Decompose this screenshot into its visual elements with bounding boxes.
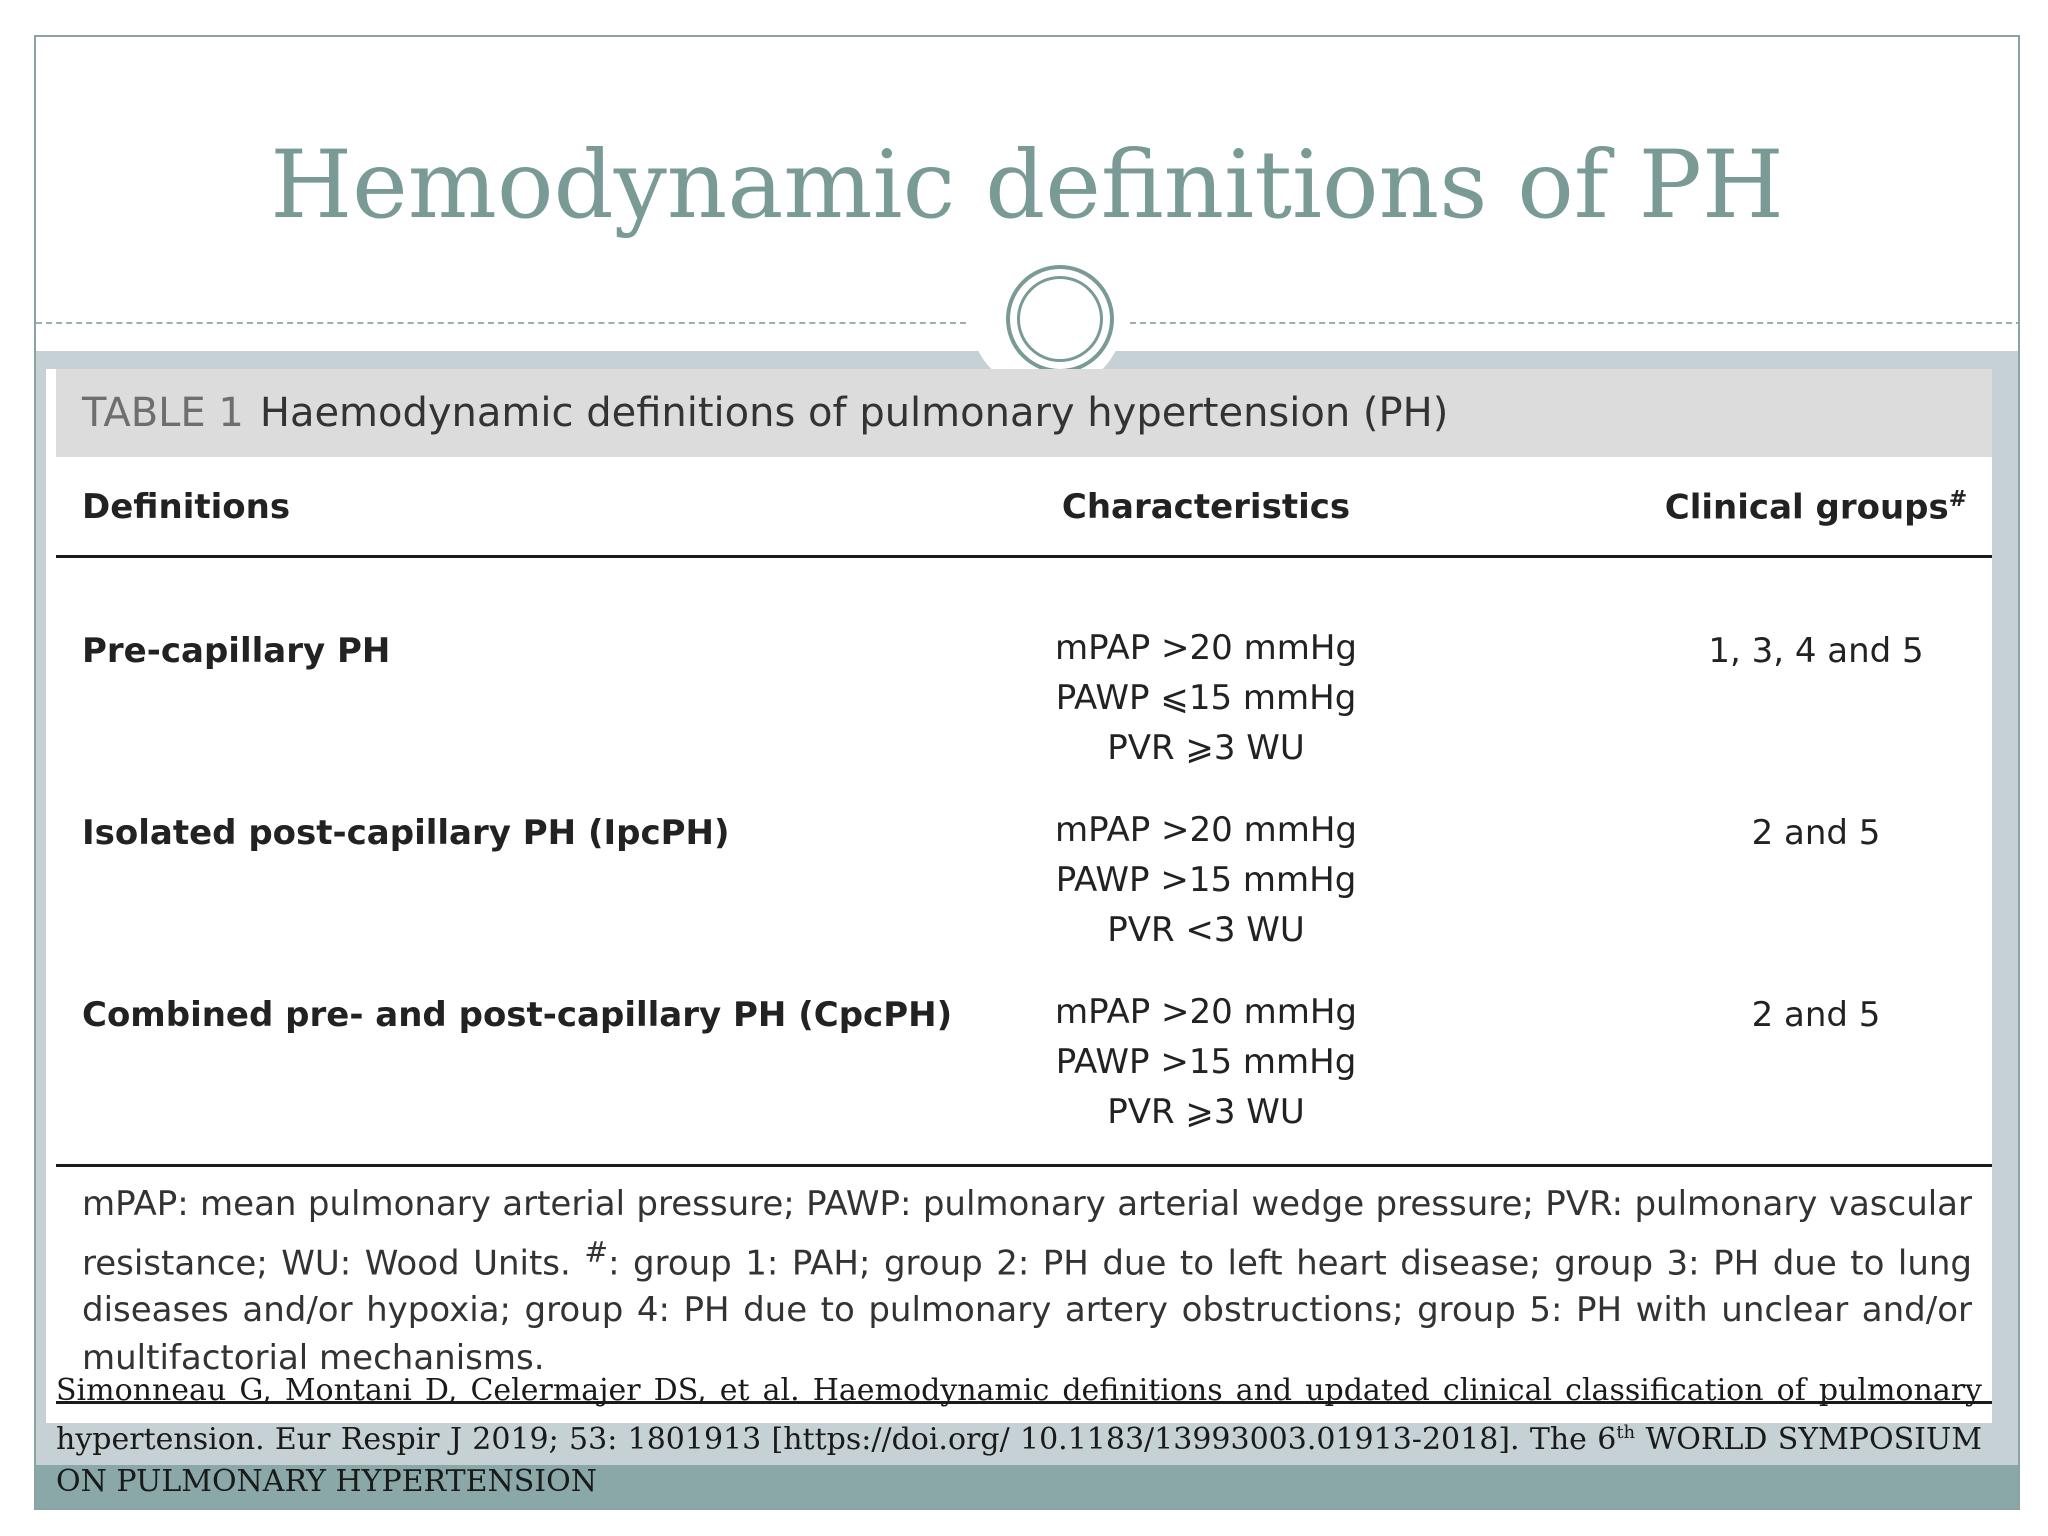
header-clinical-groups [1636, 487, 1996, 527]
citation-text: Simonneau G, Montani D, Celermajer DS, et al. Haemodynamic definitions and updated clinical classification of pulmonary hypertension. Eur Respir J 2019; 53: 1801913 [https://doi.org/ 10.1183/13993003.01913-2018]. The 6 [56, 1373, 1982, 1457]
characteristic-pawp: PAWP ⩽15 mmHg [1055, 678, 1357, 718]
divider-right [1130, 322, 2020, 324]
table-row [46, 992, 1992, 1175]
characteristic-mpap: mPAP >20 mmHg [1055, 810, 1357, 850]
slide-frame [34, 35, 2020, 1510]
characteristic-mpap: mPAP >20 mmHg [1055, 992, 1357, 1032]
row-clinical-groups: 2 and 5 [1751, 813, 1881, 853]
row-characteristics [1046, 805, 1366, 955]
divider-left [36, 322, 966, 324]
table-caption-label: TABLE 1 [82, 390, 244, 436]
table-image [46, 369, 1992, 1423]
footnote-abbreviations: mPAP: mean pulmonary arterial pressure; PAWP: pulmonary arterial wedge pressure; PVR: pulmonary vascular resistance; WU: Wood Units. [82, 1184, 1972, 1283]
characteristic-pawp: PAWP >15 mmHg [1055, 860, 1357, 900]
footnote-groups: : group 1: PAH; group 2: PH due to left heart disease; group 3: PH due to lung diseases and/or hypoxia; group 4: PH due to pulmonary artery obstructions; group 5: PH with unclear and/or multifactorial mechanisms. [82, 1242, 1972, 1378]
header-rule [56, 555, 1992, 558]
table-caption [56, 369, 1992, 457]
characteristic-pvr: PVR <3 WU [1107, 910, 1305, 950]
characteristic-pvr: PVR ⩾3 WU [1107, 728, 1305, 768]
row-definition: Pre-capillary PH [82, 631, 391, 671]
slide-title: Hemodynamic definitions of PH [270, 131, 1784, 240]
characteristic-pvr: PVR ⩾3 WU [1107, 1092, 1305, 1132]
table-caption-text: Haemodynamic definitions of pulmonary hypertension (PH) [259, 390, 1449, 436]
citation-superscript: th [1616, 1422, 1636, 1443]
table-row [46, 810, 1992, 993]
row-definition: Isolated post-capillary PH (IpcPH) [82, 813, 730, 853]
footnote-mark: # [584, 1235, 609, 1269]
row-characteristics [1046, 623, 1366, 773]
header-characteristics: Characteristics [1061, 487, 1351, 527]
row-clinical-groups: 1, 3, 4 and 5 [1708, 631, 1924, 671]
row-definition: Combined pre- and post-capillary PH (CpcPH) [82, 995, 953, 1035]
header-definitions: Definitions [82, 487, 291, 527]
footer-rule [56, 1164, 1992, 1167]
table-footnote [82, 1181, 1972, 1382]
citation-text-end: WORLD SYMPOSIUM ON PULMONARY HYPERTENSION [56, 1422, 1982, 1499]
characteristic-mpap: mPAP >20 mmHg [1055, 628, 1357, 668]
row-characteristics [1046, 987, 1366, 1137]
citation [56, 1370, 1982, 1503]
header-clinical-groups-label: Clinical groups [1664, 487, 1949, 528]
header-clinical-groups-mark: # [1948, 487, 1968, 512]
circle-ornament-inner-icon [1017, 276, 1103, 362]
table-row [46, 628, 1992, 811]
characteristic-pawp: PAWP >15 mmHg [1055, 1042, 1357, 1082]
row-clinical-groups: 2 and 5 [1751, 995, 1881, 1035]
